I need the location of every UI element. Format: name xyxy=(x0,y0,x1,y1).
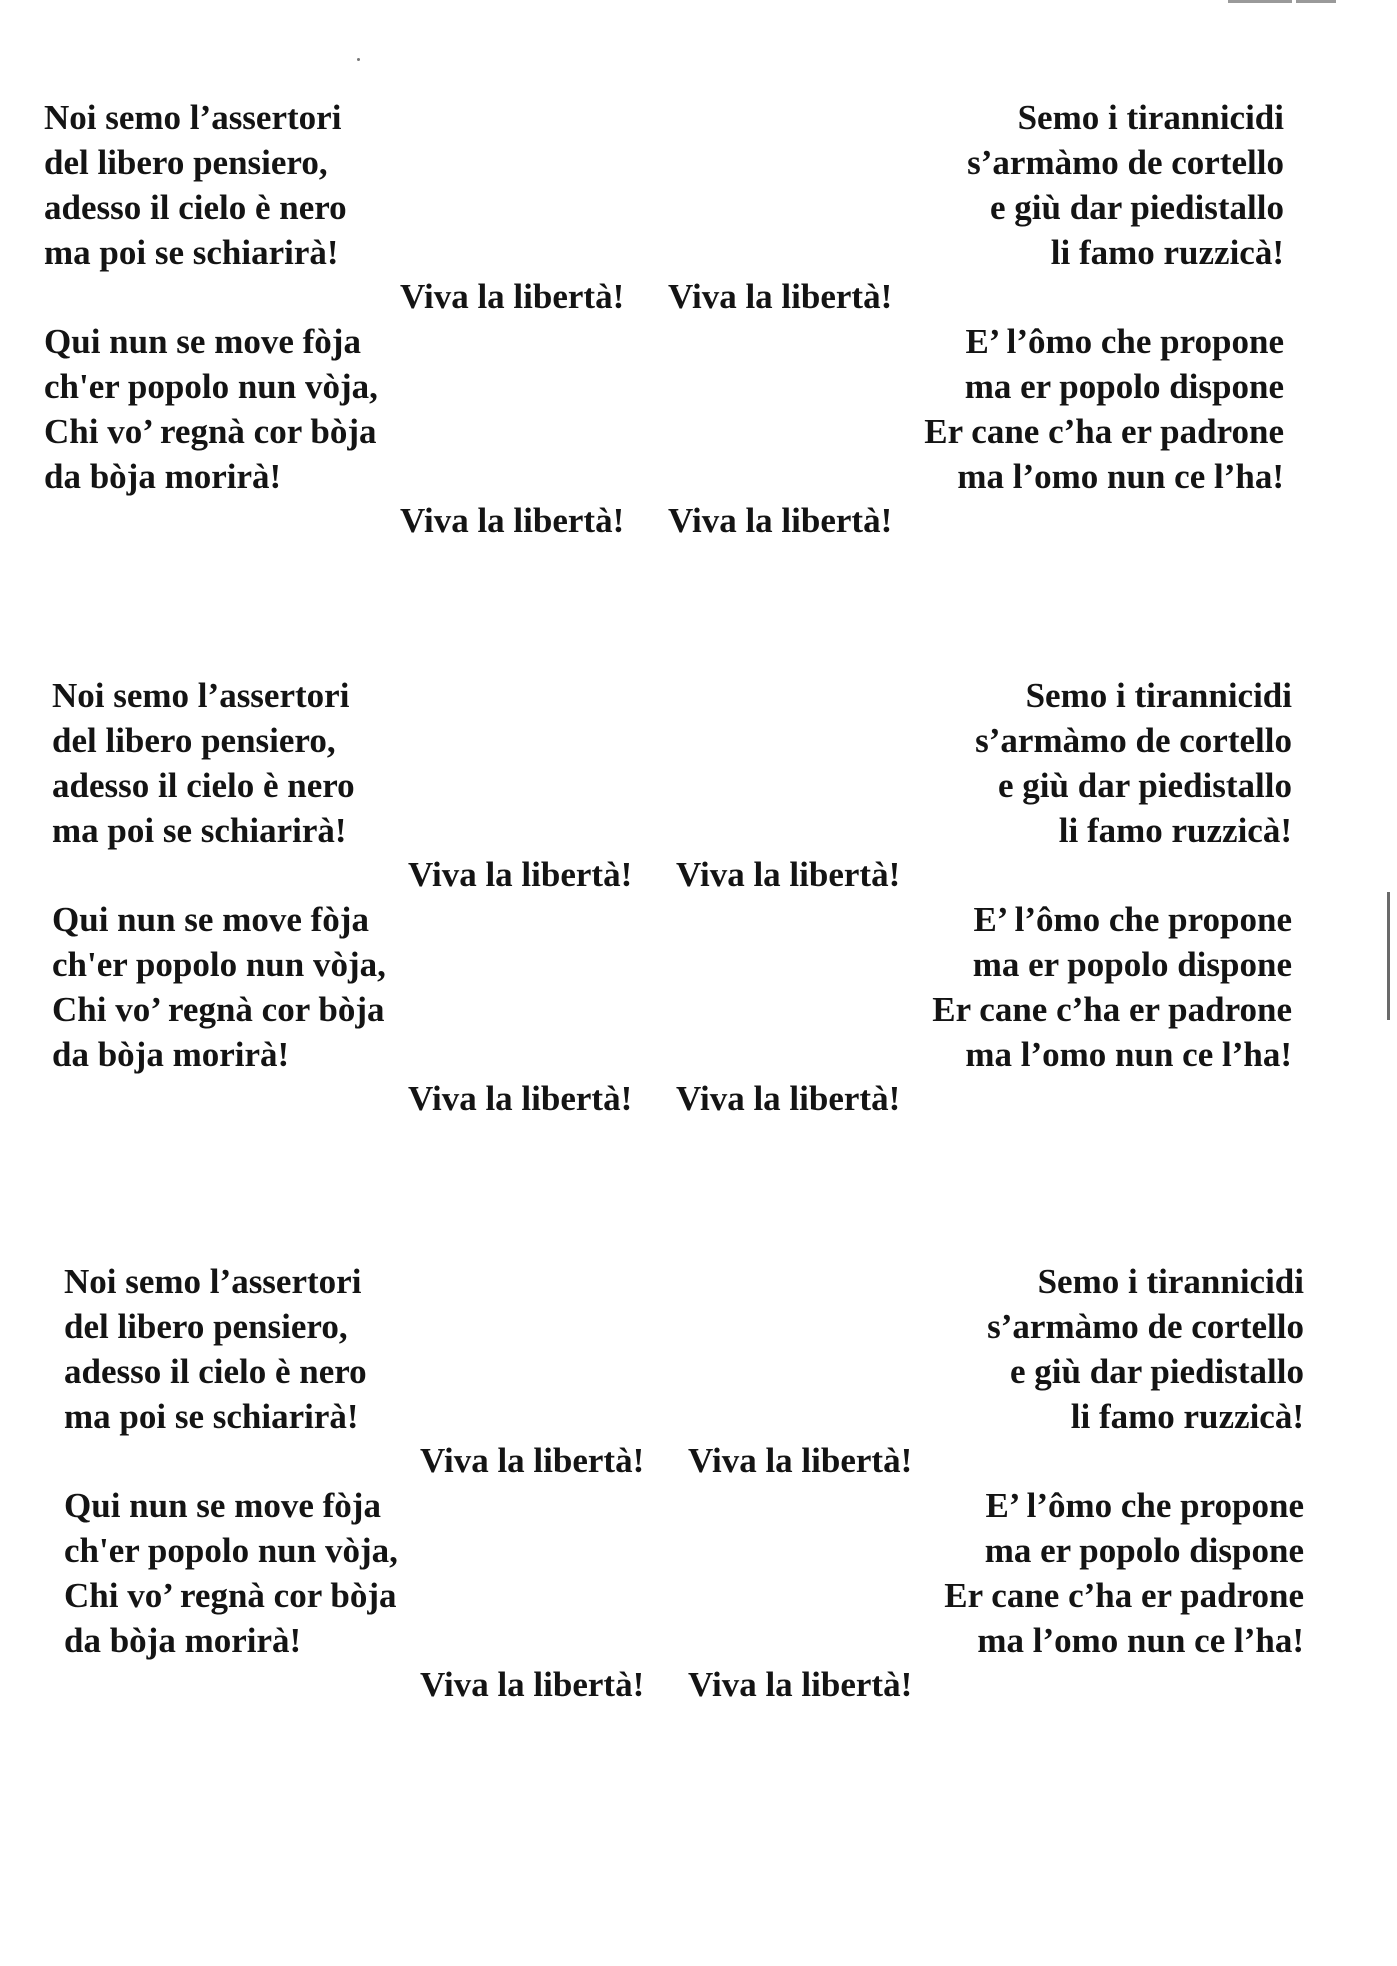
lyric-line: del libero pensiero, xyxy=(52,721,336,760)
lyric-line: del libero pensiero, xyxy=(64,1307,348,1346)
lyric-line: Qui nun se move fòja xyxy=(44,322,361,361)
lyric-line: E’ l’ômo che propone xyxy=(973,900,1292,939)
lyric-line: ma l’omo nun ce l’ha! xyxy=(965,1035,1292,1074)
right-stanza-top xyxy=(987,1259,1304,1439)
lyric-line: ch'er popolo nun vòja, xyxy=(52,945,386,984)
lyric-line: del libero pensiero, xyxy=(44,143,328,182)
lyric-line: e giù dar piedistallo xyxy=(1010,1352,1304,1391)
left-stanza-top xyxy=(52,673,355,853)
lyric-line: Chi vo’ regnà cor bòja xyxy=(52,990,385,1029)
lyric-line: Qui nun se move fòja xyxy=(52,900,369,939)
refrain-text: Viva la libertà! xyxy=(676,855,901,894)
lyrics-block-2 xyxy=(52,673,1292,1133)
right-stanza-top xyxy=(967,95,1284,275)
lyric-line: s’armàmo de cortello xyxy=(975,721,1292,760)
left-stanza-bottom xyxy=(44,319,378,499)
refrain-text: Viva la libertà! xyxy=(400,277,625,316)
lyric-line: ch'er popolo nun vòja, xyxy=(64,1531,398,1570)
lyric-line: ma er popolo dispone xyxy=(984,1531,1304,1570)
refrain-text: Viva la libertà! xyxy=(400,501,625,540)
lyric-line: Chi vo’ regnà cor bòja xyxy=(44,412,377,451)
lyric-line: Chi vo’ regnà cor bòja xyxy=(64,1576,397,1615)
refrain-text: Viva la libertà! xyxy=(420,1441,645,1480)
lyric-line: ma l’omo nun ce l’ha! xyxy=(957,457,1284,496)
lyrics-block-1 xyxy=(44,95,1284,555)
lyric-line: E’ l’ômo che propone xyxy=(985,1486,1304,1525)
refrain-text: Viva la libertà! xyxy=(408,855,633,894)
lyric-line: E’ l’ômo che propone xyxy=(965,322,1284,361)
right-stanza-top xyxy=(975,673,1292,853)
lyric-line: li famo ruzzicà! xyxy=(1070,1397,1304,1436)
refrain-text: Viva la libertà! xyxy=(676,1079,901,1118)
lyric-line: ma poi se schiarirà! xyxy=(64,1397,359,1436)
lyric-line: ma er popolo dispone xyxy=(972,945,1292,984)
lyric-line: Qui nun se move fòja xyxy=(64,1486,381,1525)
lyric-line: Er cane c’ha er padrone xyxy=(932,990,1292,1029)
refrain-text: Viva la libertà! xyxy=(668,277,893,316)
lyric-line: ch'er popolo nun vòja, xyxy=(44,367,378,406)
refrain xyxy=(420,1438,912,1483)
refrain xyxy=(400,274,892,319)
lyric-line: ma er popolo dispone xyxy=(964,367,1284,406)
lyric-line: Noi semo l’assertori xyxy=(52,676,350,715)
refrain xyxy=(408,1076,900,1121)
refrain-text: Viva la libertà! xyxy=(688,1665,913,1704)
scan-edge-mark-right xyxy=(1387,892,1390,1020)
lyric-line: Semo i tirannicidi xyxy=(1017,98,1284,137)
left-stanza-bottom xyxy=(64,1483,398,1663)
lyrics-block-3 xyxy=(64,1259,1304,1719)
lyric-line: Semo i tirannicidi xyxy=(1037,1262,1304,1301)
refrain-text: Viva la libertà! xyxy=(420,1665,645,1704)
lyric-line: Er cane c’ha er padrone xyxy=(944,1576,1304,1615)
lyric-line: s’armàmo de cortello xyxy=(967,143,1284,182)
scan-edge-mark-top-right xyxy=(1296,0,1336,3)
lyric-line: adesso il cielo è nero xyxy=(44,188,347,227)
lyric-line: adesso il cielo è nero xyxy=(64,1352,367,1391)
lyric-line: e giù dar piedistallo xyxy=(990,188,1284,227)
scan-edge-mark-top xyxy=(1228,0,1292,3)
left-stanza-bottom xyxy=(52,897,386,1077)
right-stanza-bottom xyxy=(932,897,1292,1077)
right-stanza-bottom xyxy=(944,1483,1304,1663)
lyric-line: da bòja morirà! xyxy=(64,1621,302,1660)
lyric-line: ma poi se schiarirà! xyxy=(44,233,339,272)
lyric-line: Noi semo l’assertori xyxy=(64,1262,362,1301)
refrain xyxy=(400,498,892,543)
lyric-line: da bòja morirà! xyxy=(52,1035,290,1074)
refrain xyxy=(420,1662,912,1707)
refrain-text: Viva la libertà! xyxy=(668,501,893,540)
lyric-line: li famo ruzzicà! xyxy=(1058,811,1292,850)
scan-speck xyxy=(357,58,360,61)
right-stanza-bottom xyxy=(924,319,1284,499)
lyric-line: ma poi se schiarirà! xyxy=(52,811,347,850)
lyric-line: e giù dar piedistallo xyxy=(998,766,1292,805)
left-stanza-top xyxy=(44,95,347,275)
left-stanza-top xyxy=(64,1259,367,1439)
lyric-line: Semo i tirannicidi xyxy=(1025,676,1292,715)
lyric-line: adesso il cielo è nero xyxy=(52,766,355,805)
lyric-line: s’armàmo de cortello xyxy=(987,1307,1304,1346)
refrain-text: Viva la libertà! xyxy=(688,1441,913,1480)
lyric-line: Er cane c’ha er padrone xyxy=(924,412,1284,451)
refrain-text: Viva la libertà! xyxy=(408,1079,633,1118)
lyric-line: da bòja morirà! xyxy=(44,457,282,496)
refrain xyxy=(408,852,900,897)
lyric-line: ma l’omo nun ce l’ha! xyxy=(977,1621,1304,1660)
lyric-line: Noi semo l’assertori xyxy=(44,98,342,137)
lyric-line: li famo ruzzicà! xyxy=(1050,233,1284,272)
